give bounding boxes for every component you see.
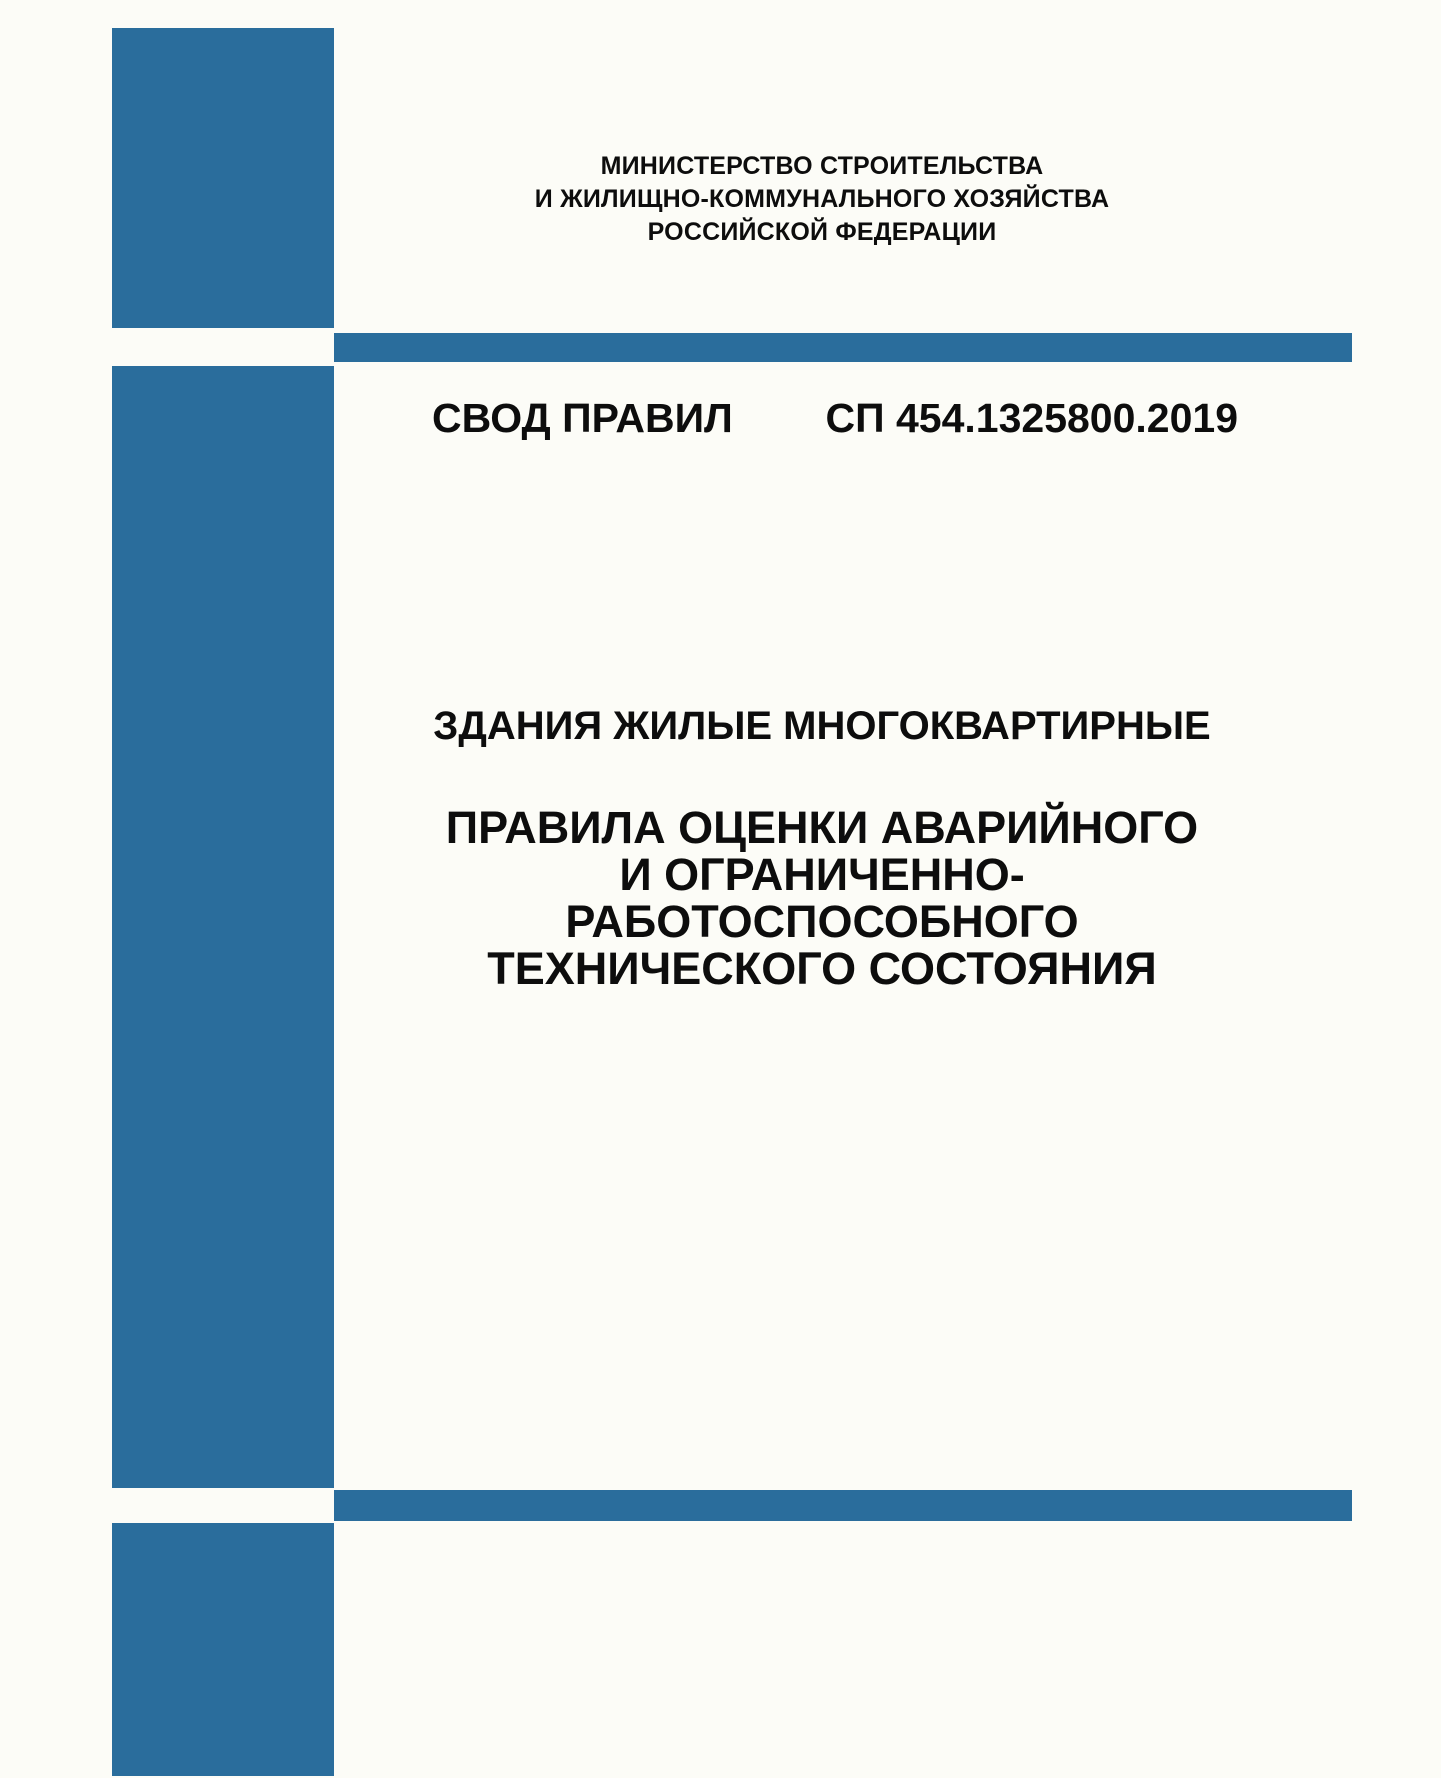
document-title: ЗДАНИЯ ЖИЛЫЕ МНОГОКВАРТИРНЫЕ bbox=[433, 704, 1211, 748]
left-accent-column-bottom bbox=[112, 1523, 334, 1776]
subtitle-line-3: РАБОТОСПОСОБНОГО bbox=[565, 896, 1079, 947]
ministry-header bbox=[334, 150, 1310, 249]
subtitle-line-2: И ОГРАНИЧЕННО- bbox=[619, 849, 1025, 900]
document-type-label: СВОД ПРАВИЛ bbox=[432, 395, 733, 441]
top-horizontal-bar bbox=[334, 333, 1352, 362]
subtitle-line-4: ТЕХНИЧЕСКОГО СОСТОЯНИЯ bbox=[487, 943, 1157, 994]
ministry-line-1: МИНИСТЕРСТВО СТРОИТЕЛЬСТВА bbox=[600, 152, 1044, 180]
subtitle-line-1: ПРАВИЛА ОЦЕНКИ АВАРИЙНОГО bbox=[445, 802, 1199, 853]
left-accent-column-top bbox=[112, 28, 334, 328]
document-code: СП 454.1325800.2019 bbox=[825, 395, 1238, 441]
document-subtitle bbox=[334, 804, 1310, 992]
ministry-line-2: И ЖИЛИЩНО-КОММУНАЛЬНОГО ХОЗЯЙСТВА bbox=[534, 185, 1110, 213]
left-accent-column-middle bbox=[112, 366, 334, 1488]
bottom-horizontal-bar bbox=[334, 1490, 1352, 1521]
ministry-line-3: РОССИЙСКОЙ ФЕДЕРАЦИИ bbox=[647, 218, 997, 246]
